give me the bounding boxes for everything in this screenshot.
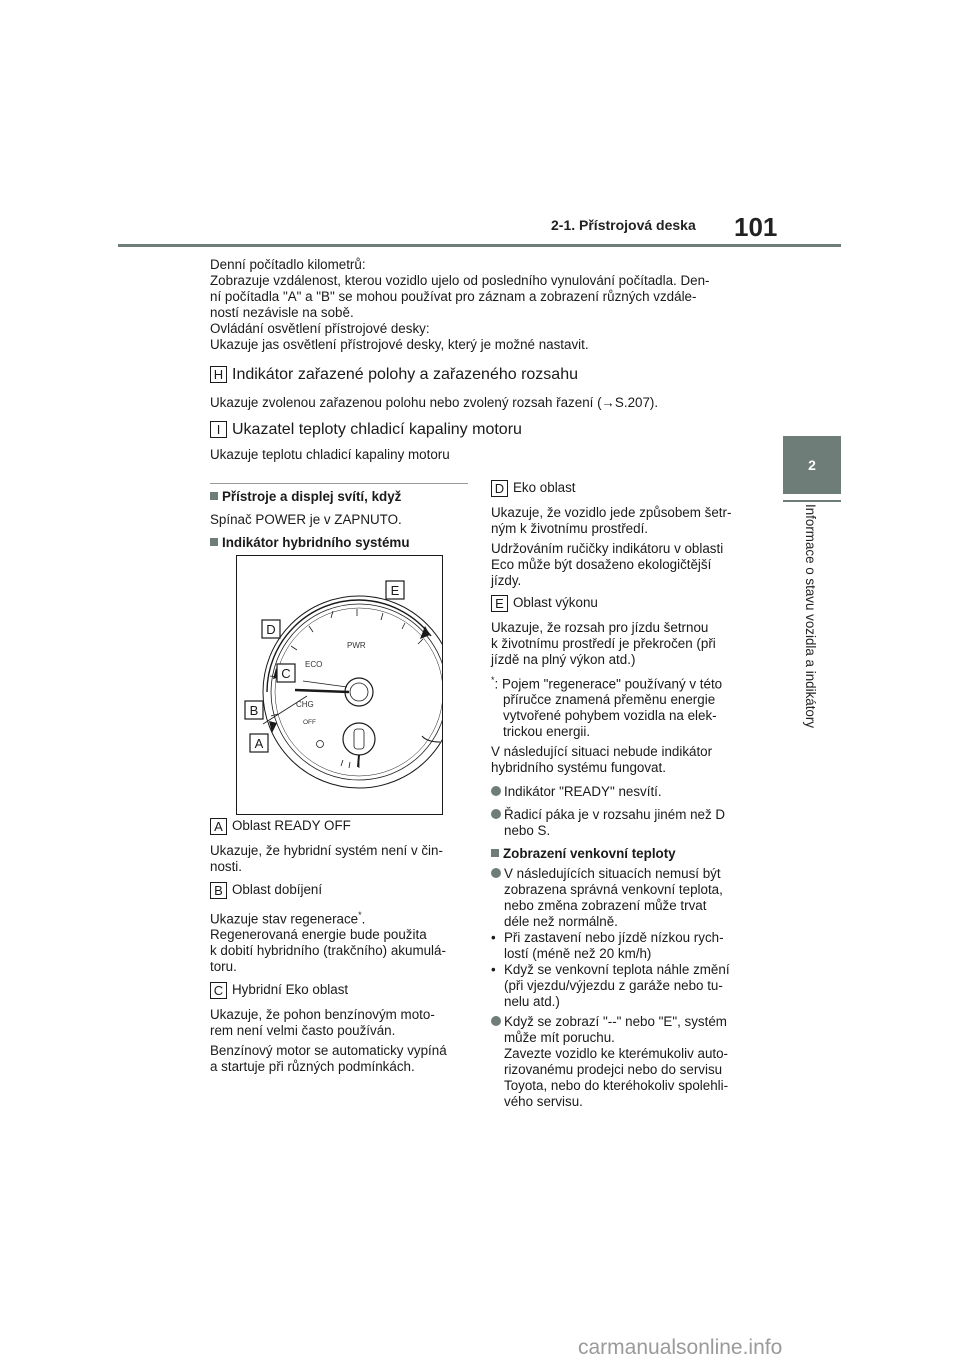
temp-bullet-2-cont: Toyota, nebo do kteréhokoliv spolehli- <box>504 1078 729 1094</box>
footnote-text: : Pojem "regenerace" používaný v této <box>494 676 723 692</box>
bullet-shift <box>491 807 766 823</box>
gauge-tick <box>309 626 313 632</box>
temp-sub-2-cont: (při vjezdu/výjezdu z garáže nebo tu- <box>504 978 723 994</box>
bullet-ready <box>491 784 766 800</box>
item-c-title: Hybridní Eko oblast <box>232 982 349 998</box>
item-d-line: Eco může být dosaženo ekologičtější <box>491 557 712 572</box>
top-line: Zobrazuje vzdálenost, kterou vozidlo ujelo od posledního vynulování počítadla. Den- <box>210 273 710 288</box>
small-bullet-icon: • <box>491 962 496 978</box>
top-block <box>210 257 770 353</box>
left-column-lower <box>210 818 468 1075</box>
temp-knob-outer <box>343 723 375 755</box>
square-bullet-icon <box>210 538 218 546</box>
item-c-line: rem není velmi často používán. <box>210 1023 396 1039</box>
temp-needle <box>358 755 359 767</box>
temp-bullet-2-cont: vého servisu. <box>504 1094 583 1110</box>
callout-c: C <box>281 666 291 681</box>
temp-bullet-1-cont: nebo změna zobrazení může trvat <box>504 898 707 914</box>
top-line: ností nezávisle na sobě. <box>210 305 354 320</box>
circle-bullet-icon <box>491 1016 501 1026</box>
label-badge-d: D <box>491 480 508 497</box>
temp-tick <box>341 760 343 766</box>
item-a-title: Oblast READY OFF <box>232 818 351 834</box>
gauge-label-chg: CHG <box>296 700 314 709</box>
chapter-tab-rule <box>783 500 841 502</box>
temp-knob-inner <box>354 729 364 749</box>
hybrid-indicator-figure <box>236 555 443 815</box>
gauge-tick <box>418 639 423 644</box>
item-d-heading <box>491 480 766 497</box>
gauge-knob-inner <box>350 683 368 701</box>
temp-sub-1 <box>491 930 766 946</box>
item-a-heading <box>210 818 468 835</box>
footnote <box>491 672 766 740</box>
section-h-title: Indikátor zařazené polohy a zařazeného rozsahu <box>232 366 578 383</box>
gauge-knob-outer <box>345 678 373 706</box>
temp-bullet-1 <box>491 866 766 882</box>
item-c-line: Benzínový motor se automaticky vypíná <box>210 1043 447 1059</box>
chapter-vertical-text: Informace o stavu vozidla a indikátory <box>803 504 818 729</box>
temp-sub-2-text: Když se venkovní teplota náhle změní <box>504 962 730 978</box>
item-a-line: Ukazuje, že hybridní systém není v čin- <box>210 843 443 858</box>
left-column <box>210 489 468 551</box>
lights-text: Spínač POWER je v ZAPNUTO. <box>210 512 402 527</box>
gauge-tick <box>402 623 405 629</box>
section-h-text: Ukazuje zvolenou zařazenou polohu nebo zvolený rozsah řazení (→S.207). <box>210 395 659 410</box>
temp-bullet-2 <box>491 1014 766 1030</box>
footnote-line: trickou energii. <box>503 724 591 740</box>
top-line: ní počítadla "A" a "B" se mohou používat pro záznam a zobrazení různých vzdále- <box>210 289 697 304</box>
item-b-heading <box>210 882 468 899</box>
item-b-line1-text: Ukazuje stav regenerace <box>210 911 359 927</box>
temp-tick <box>349 762 350 768</box>
callout-e: E <box>390 583 400 598</box>
gauge-tick <box>291 646 297 650</box>
chapter-tab: 2 <box>783 436 841 494</box>
item-b-first-line <box>210 907 468 927</box>
subheading-temp-text: Zobrazení venkovní teploty <box>503 846 676 862</box>
temp-symbol-icon <box>317 741 324 748</box>
square-bullet-icon <box>210 492 218 500</box>
footnote-line: příručce znamená přeměnu energie <box>503 692 716 708</box>
bezel-edge <box>422 736 440 742</box>
temp-bullet-1-cont: zobrazena správná venkovní teplota, <box>504 882 723 898</box>
label-badge-i: I <box>210 421 227 438</box>
temp-sub-1-text: Při zastavení nebo jízdě nízkou rych- <box>504 930 724 946</box>
item-c-line: a startuje při různých podmínkách. <box>210 1059 415 1075</box>
chapter-vertical-title <box>800 504 820 794</box>
not-work-line: V následující situaci nebude indikátor <box>491 744 713 760</box>
gauge-outer-ring <box>263 596 442 788</box>
temp-sub-2-cont: nelu atd.) <box>504 994 560 1010</box>
temp-bullet-2-cont: Zavezte vozidlo ke kterémukoliv auto- <box>504 1046 729 1062</box>
gauge-label-eco: ECO <box>305 660 323 669</box>
item-e-title: Oblast výkonu <box>513 595 598 611</box>
callout-a: A <box>254 736 264 751</box>
item-b-title: Oblast dobíjení <box>232 882 323 898</box>
gauge-tick <box>381 613 383 620</box>
item-d-line: jízdy. <box>491 573 522 588</box>
temp-bullet-2-text: Když se zobrazí "--" nebo "E", systém <box>504 1014 727 1030</box>
item-c-heading <box>210 982 468 999</box>
temp-sub-2 <box>491 962 766 978</box>
hybrid-gauge-illustration <box>237 556 442 814</box>
subheading-lights-text: Přístroje a displej svítí, když <box>222 489 402 504</box>
header-rule <box>118 244 841 247</box>
bullet-shift-cont: nebo S. <box>504 823 551 839</box>
page-number: 101 <box>734 212 778 242</box>
column-rule <box>210 483 468 484</box>
footnote-line <box>491 672 766 692</box>
section-i-text: Ukazuje teplotu chladicí kapaliny motoru <box>210 447 450 462</box>
circle-bullet-icon <box>491 809 501 819</box>
gauge-needle <box>295 690 349 692</box>
label-badge-b: B <box>210 882 227 899</box>
item-a-line: nosti. <box>210 859 243 874</box>
item-b-line: k dobití hybridního (trakčního) akumulá- <box>210 943 446 959</box>
item-e-heading <box>491 595 766 612</box>
subheading-temp <box>491 846 766 862</box>
item-b-line: toru. <box>210 959 237 975</box>
gauge-scale-ring <box>275 608 442 776</box>
callout-leader-c <box>303 681 347 687</box>
item-d-line: Ukazuje, že vozidlo jede způsobem šetr- <box>491 505 732 520</box>
temp-bullet-2-cont: rizovanému prodejci nebo do servisu <box>504 1062 723 1078</box>
square-bullet-icon <box>491 849 499 857</box>
label-badge-e: E <box>491 595 508 612</box>
item-d-line: ným k životnímu prostředí. <box>491 521 649 536</box>
top-line: Ovládání osvětlení přístrojové desky: <box>210 321 430 336</box>
temp-sub-1-cont: lostí (méně než 20 km/h) <box>504 946 652 962</box>
arrow-up-icon <box>420 626 430 639</box>
gauge-label-off: OFF <box>303 719 316 726</box>
circle-bullet-icon <box>491 868 501 878</box>
footnote-line: vytvořené pohybem vozidla na elek- <box>503 708 717 724</box>
not-work-line: hybridního systému fungovat. <box>491 760 666 776</box>
label-badge-h: H <box>210 366 227 383</box>
bullet-ready-text: Indikátor "READY" nesvítí. <box>504 784 662 800</box>
item-e-line: jízdě na plný výkon atd.) <box>491 652 636 667</box>
callout-b: B <box>249 703 259 718</box>
subheading-hybrid <box>210 535 468 551</box>
section-h-heading <box>210 366 578 384</box>
section-i-title: Ukazatel teploty chladicí kapaliny motoru <box>232 421 522 438</box>
section-i-heading <box>210 421 522 439</box>
item-b-line1-end: . <box>361 911 366 927</box>
temp-bullet-1-cont: déle než normálně. <box>504 914 618 930</box>
label-badge-a: A <box>210 818 227 835</box>
item-b-line: Regenerovaná energie bude použita <box>210 927 427 943</box>
item-d-title: Eko oblast <box>513 480 576 496</box>
temp-bullet-2-cont: může mít poruchu. <box>504 1030 615 1046</box>
subheading-hybrid-text: Indikátor hybridního systému <box>222 535 410 550</box>
footnote-marker: * <box>358 910 362 920</box>
right-column <box>491 480 766 1110</box>
gauge-tick <box>331 611 333 618</box>
circle-bullet-icon <box>491 786 501 796</box>
watermark: carmanualsonline.info <box>578 1336 783 1359</box>
small-bullet-icon: • <box>491 930 496 946</box>
item-d-line: Udržováním ručičky indikátoru v oblasti <box>491 541 724 556</box>
arrow-down-icon <box>269 721 277 733</box>
section-title: 2-1. Přístrojová deska <box>551 217 696 233</box>
temp-bullet-1-text: V následujících situacích nemusí být <box>504 866 721 882</box>
bullet-shift-text: Řadicí páka je v rozsahu jiném než D <box>504 807 726 823</box>
top-line: Ukazuje jas osvětlení přístrojové desky, který je možné nastavit. <box>210 337 589 352</box>
label-badge-c: C <box>210 982 227 999</box>
item-e-line: Ukazuje, že rozsah pro jízdu šetrnou <box>491 620 709 635</box>
callout-d: D <box>266 622 276 637</box>
item-e-line: k životnímu prostředí je překročen (při <box>491 636 716 651</box>
item-c-line: Ukazuje, že pohon benzínovým moto- <box>210 1007 435 1023</box>
top-line: Denní počítadlo kilometrů: <box>210 257 366 272</box>
footnote-mark: * <box>491 675 495 685</box>
gauge-label-pwr: PWR <box>347 641 366 650</box>
subheading-lights <box>210 489 468 505</box>
